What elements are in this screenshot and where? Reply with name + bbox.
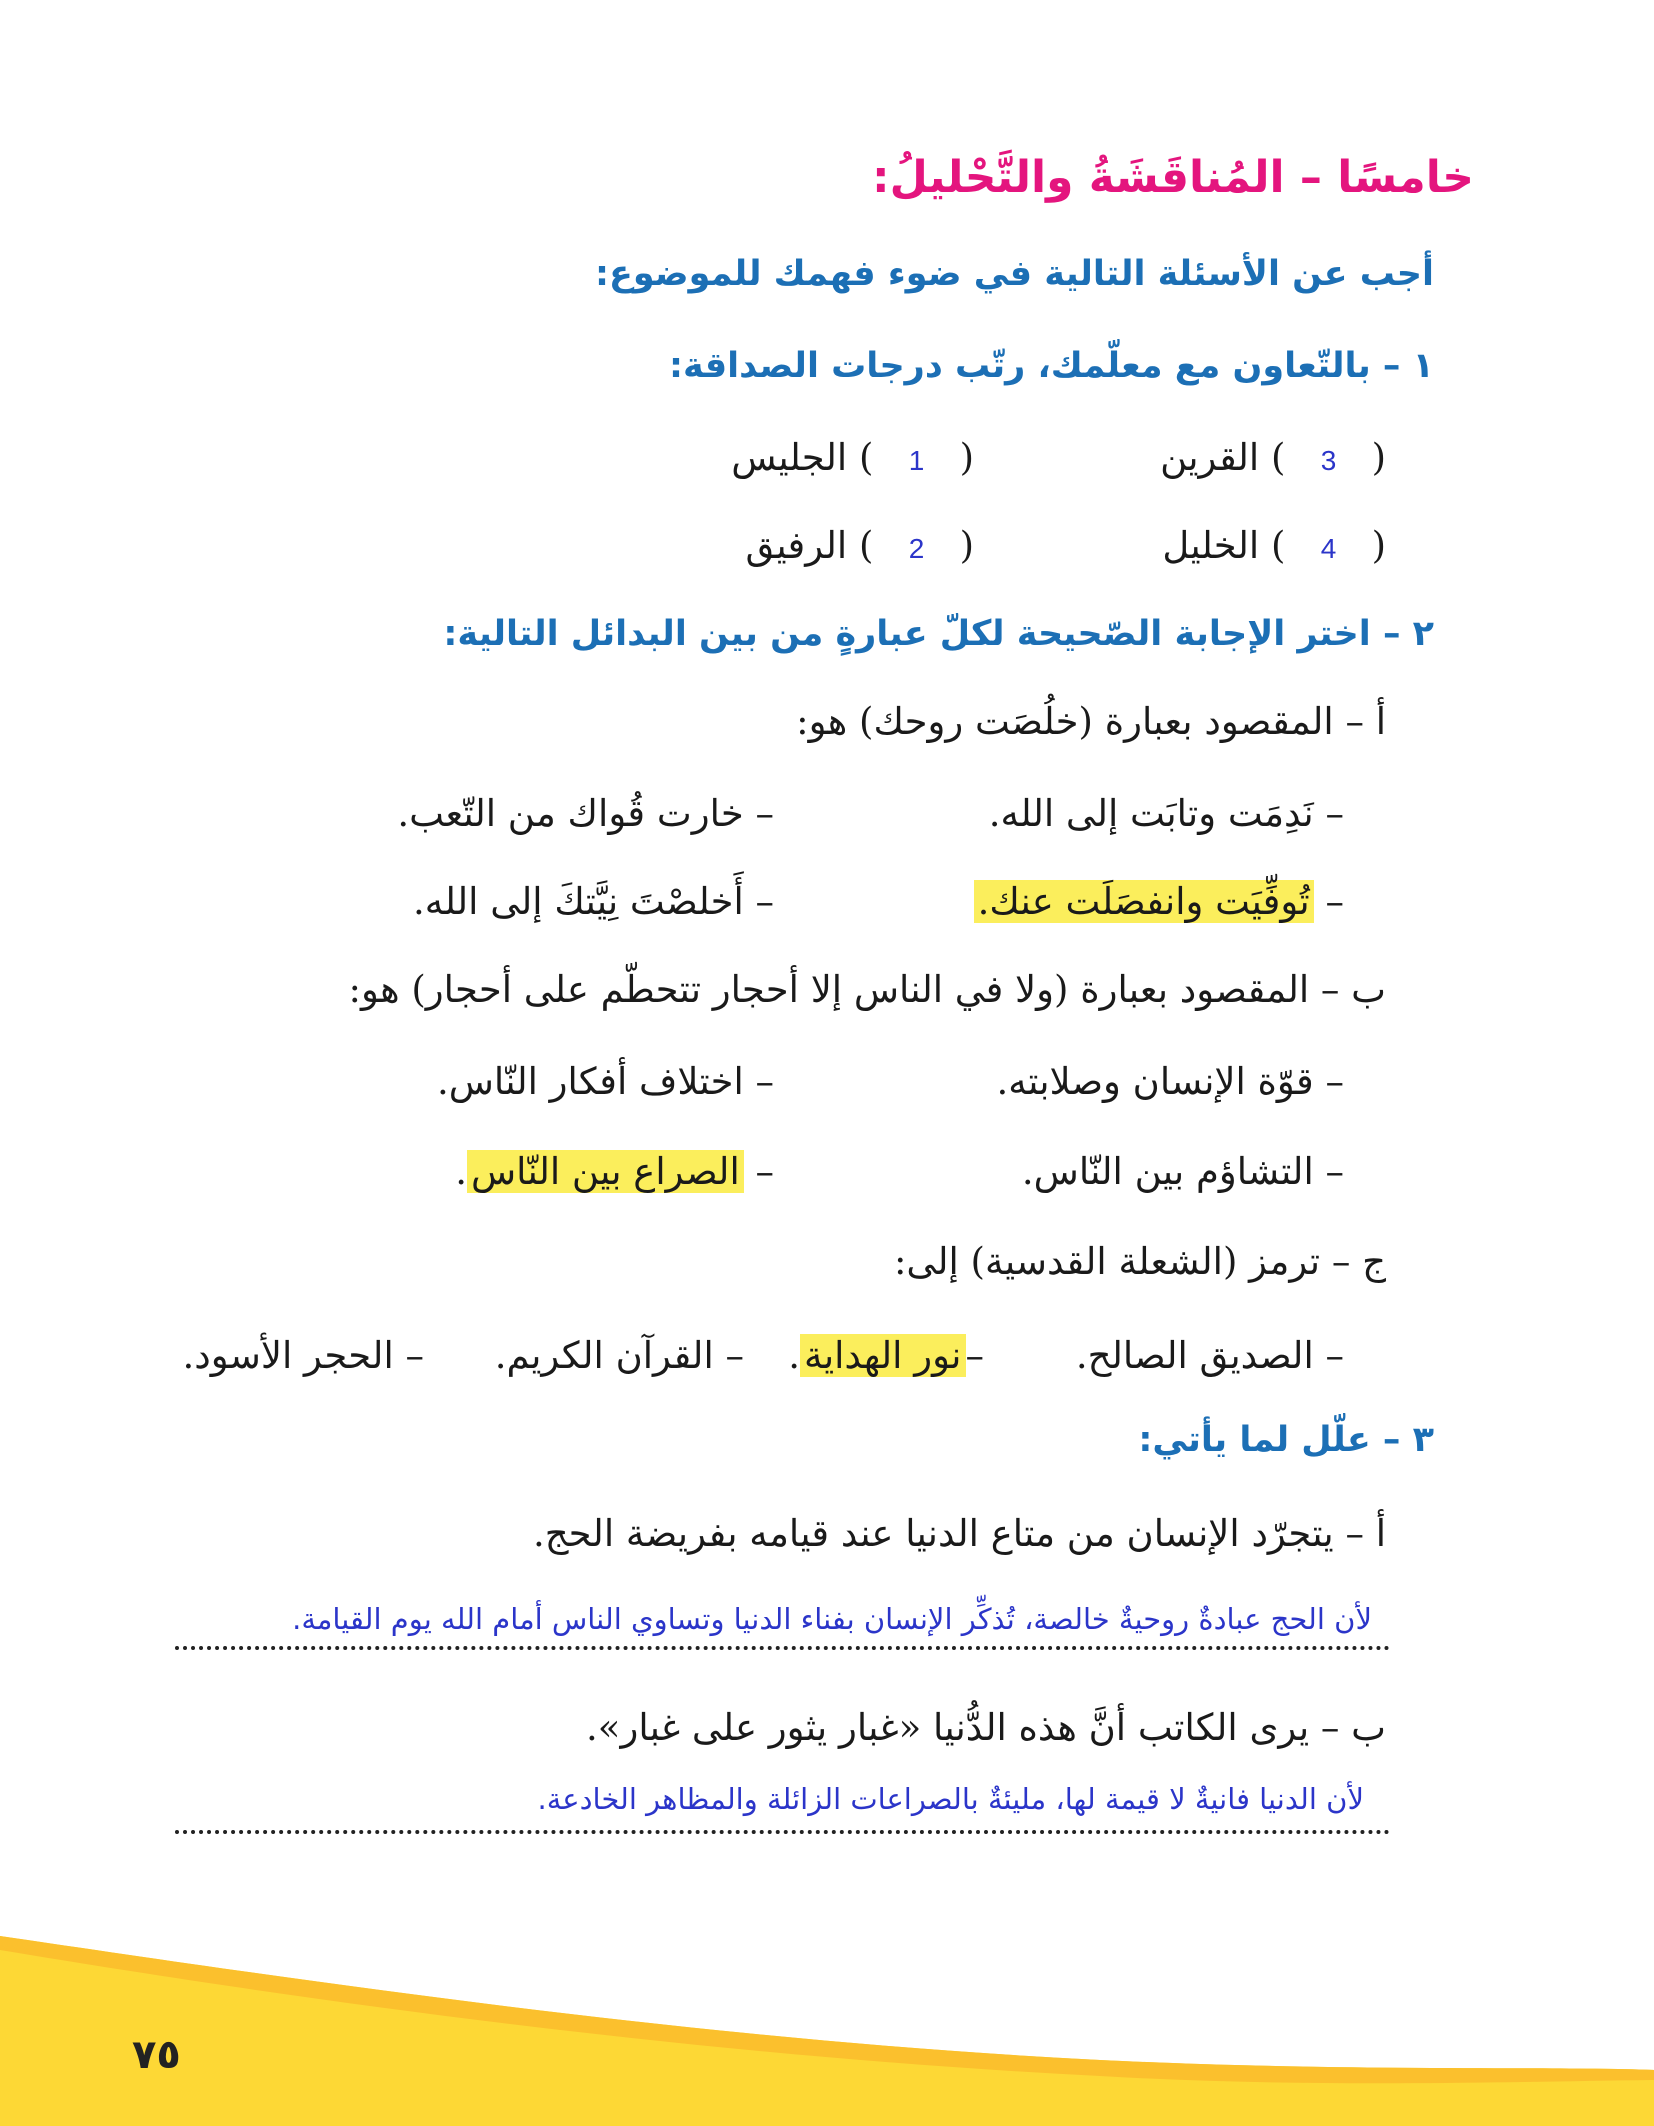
rank-item: ( 3 ) القرين xyxy=(1160,436,1386,479)
option[interactable]: – اختلاف أفكار النّاس. xyxy=(437,1060,774,1103)
correct-answer-highlight: الصراع بين النّاس xyxy=(467,1150,744,1193)
option[interactable]: – الصديق الصالح. xyxy=(1075,1334,1344,1377)
q3b-answer[interactable]: لأن الدنيا فانيةٌ لا قيمة لها، مليئةٌ بالصراعات الزائلة والمظاهر الخادعة. xyxy=(537,1782,1364,1816)
option[interactable]: – خارت قُواك من التّعب. xyxy=(397,792,774,835)
option-correct[interactable]: –نور الهداية. xyxy=(788,1334,984,1377)
rank-item: ( 1 ) الجليس xyxy=(731,436,974,479)
q2-title: ٢ – اختر الإجابة الصّحيحة لكلّ عبارةٍ من بين البدائل التالية: xyxy=(443,614,1434,654)
rank-item: ( 4 ) الخليل xyxy=(1162,524,1386,567)
q3a-answer[interactable]: لأن الحج عبادةٌ روحيةٌ خالصة، تُذكِّر الإنسان بفناء الدنيا وتساوي الناس أمام الله يوم القيامة. xyxy=(292,1602,1372,1636)
footer-wave xyxy=(0,1920,1654,2126)
rank-label: الرفيق xyxy=(745,524,848,567)
option[interactable]: – قوّة الإنسان وصلابته. xyxy=(996,1060,1344,1103)
q1-title: ١ – بالتّعاون مع معلّمك، رتّب درجات الصداقة: xyxy=(668,346,1434,386)
q2a-stem: أ – المقصود بعبارة (خلُصَت روحك) هو: xyxy=(796,700,1386,743)
section-title: خامسًا – المُناقَشَةُ والتَّحْليلُ: xyxy=(872,152,1474,203)
option[interactable]: – نَدِمَت وتابَت إلى الله. xyxy=(988,792,1344,835)
option[interactable]: – أَخلصْتَ نِيَّتكَ إلى الله. xyxy=(413,880,774,923)
q3a-stem: أ – يتجرّد الإنسان من متاع الدنيا عند قيامه بفريضة الحج. xyxy=(533,1512,1386,1555)
q2b-stem: ب – المقصود بعبارة (ولا في الناس إلا أحجار تتحطّم على أحجار) هو: xyxy=(348,968,1386,1011)
answer-line xyxy=(175,1646,1390,1650)
page-number: ٧٥ xyxy=(132,2032,181,2078)
option-correct[interactable]: – الصراع بين النّاس. xyxy=(455,1150,774,1193)
rank-number[interactable]: 3 xyxy=(1320,445,1337,476)
rank-number[interactable]: 4 xyxy=(1320,533,1337,564)
correct-answer-highlight: تُوفِّيَت وانفصَلَت عنك. xyxy=(974,880,1314,923)
option[interactable]: – القرآن الكريم. xyxy=(494,1334,744,1377)
option[interactable]: – الحجر الأسود. xyxy=(182,1334,424,1377)
q2c-stem: ج – ترمز (الشعلة القدسية) إلى: xyxy=(893,1240,1386,1283)
answer-line xyxy=(175,1830,1390,1834)
q3b-stem: ب – يرى الكاتب أنَّ هذه الدُّنيا «غبار يثور على غبار». xyxy=(586,1706,1386,1749)
rank-item: ( 2 ) الرفيق xyxy=(745,524,974,567)
option[interactable]: – التشاؤم بين النّاس. xyxy=(1021,1150,1344,1193)
rank-label: الجليس xyxy=(731,436,848,479)
q3-title: ٣ – علّل لما يأتي: xyxy=(1138,1420,1434,1460)
rank-number[interactable]: 1 xyxy=(908,445,925,476)
instruction: أجب عن الأسئلة التالية في ضوء فهمك للموضوع: xyxy=(594,254,1434,294)
option-correct[interactable]: – تُوفِّيَت وانفصَلَت عنك. xyxy=(974,880,1344,923)
rank-label: القرين xyxy=(1160,436,1260,479)
rank-number[interactable]: 2 xyxy=(908,533,925,564)
correct-answer-highlight: نور الهداية xyxy=(800,1334,966,1377)
rank-label: الخليل xyxy=(1162,524,1260,567)
